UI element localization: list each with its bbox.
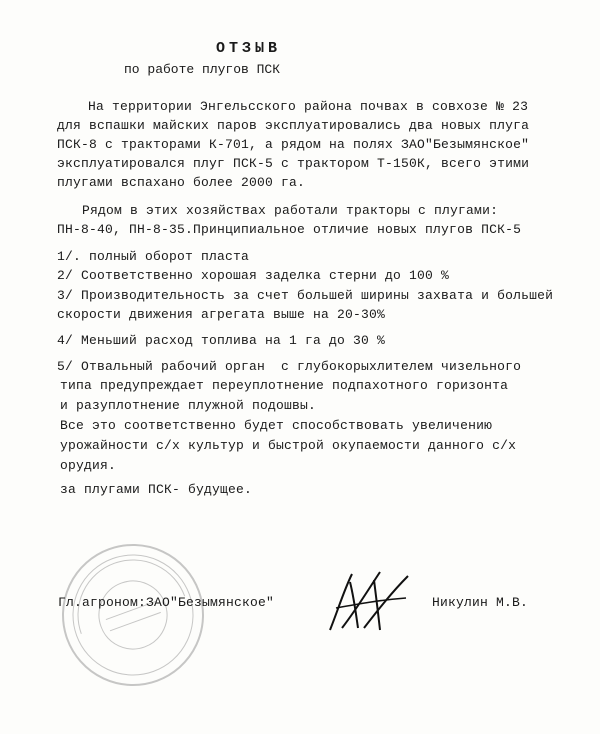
- signature-icon: [322, 570, 414, 634]
- signature-position: Гл.агроном:ЗАО"Безымянское": [58, 595, 275, 610]
- closing-line: за плугами ПСК- будущее.: [60, 482, 253, 497]
- paragraph2-line2: ПН-8-40, ПН-8-35.Принципиальное отличие новых плугов ПСК-5: [57, 222, 522, 237]
- paragraph1-line3: ПСК-8 с тракторами К-701, а рядом на полях ЗАО"Безымянское": [57, 137, 530, 152]
- conclusion-line1: Все это соответственно будет способствовать увеличению: [60, 418, 493, 433]
- document-subtitle: по работе плугов ПСК: [124, 62, 281, 77]
- conclusion-line3: орудия.: [60, 458, 117, 473]
- list-item-2: 2/ Соответственно хорошая заделка стерни до 100 %: [57, 268, 450, 283]
- conclusion-line2: урожайности с/х культур и быстрой окупаемости данного с/х: [60, 438, 517, 453]
- list-item-3-line2: скорости движения агрегата выше на 20-30%: [57, 307, 386, 322]
- list-item-3-line1: 3/ Производительность за счет большей ширины захвата и большей: [57, 288, 554, 303]
- list-item-5-line2: типа предупреждает переуплотнение подпахотного горизонта: [60, 378, 509, 393]
- list-item-4: 4/ Меньший расход топлива на 1 га до 30 %: [57, 333, 386, 348]
- list-item-5-line1: 5/ Отвальный рабочий орган с глубокорыхлителем чизельного: [57, 359, 522, 374]
- signature-name: Никулин М.В.: [432, 595, 529, 610]
- paragraph1-line5: плугами вспахано более 2000 га.: [57, 175, 306, 190]
- paragraph2-line1: Рядом в этих хозяйствах работали тракторы с плугами:: [82, 203, 499, 218]
- list-item-1: 1/. полный оборот пласта: [57, 249, 250, 264]
- paragraph1-line2: для вспашки майских паров эксплуатировались два новых плуга: [57, 118, 530, 133]
- document-title: ОТЗЫВ: [216, 40, 282, 57]
- paragraph1-line4: эксплуатировался плуг ПСК-5 с трактором Т-150К, всего этими: [57, 156, 530, 171]
- paragraph1-line1: На территории Энгельсского района почвах в совхозе № 23: [88, 99, 529, 114]
- round-stamp-icon: [58, 540, 208, 690]
- list-item-5-line3: и разуплотнение плужной подошвы.: [60, 398, 317, 413]
